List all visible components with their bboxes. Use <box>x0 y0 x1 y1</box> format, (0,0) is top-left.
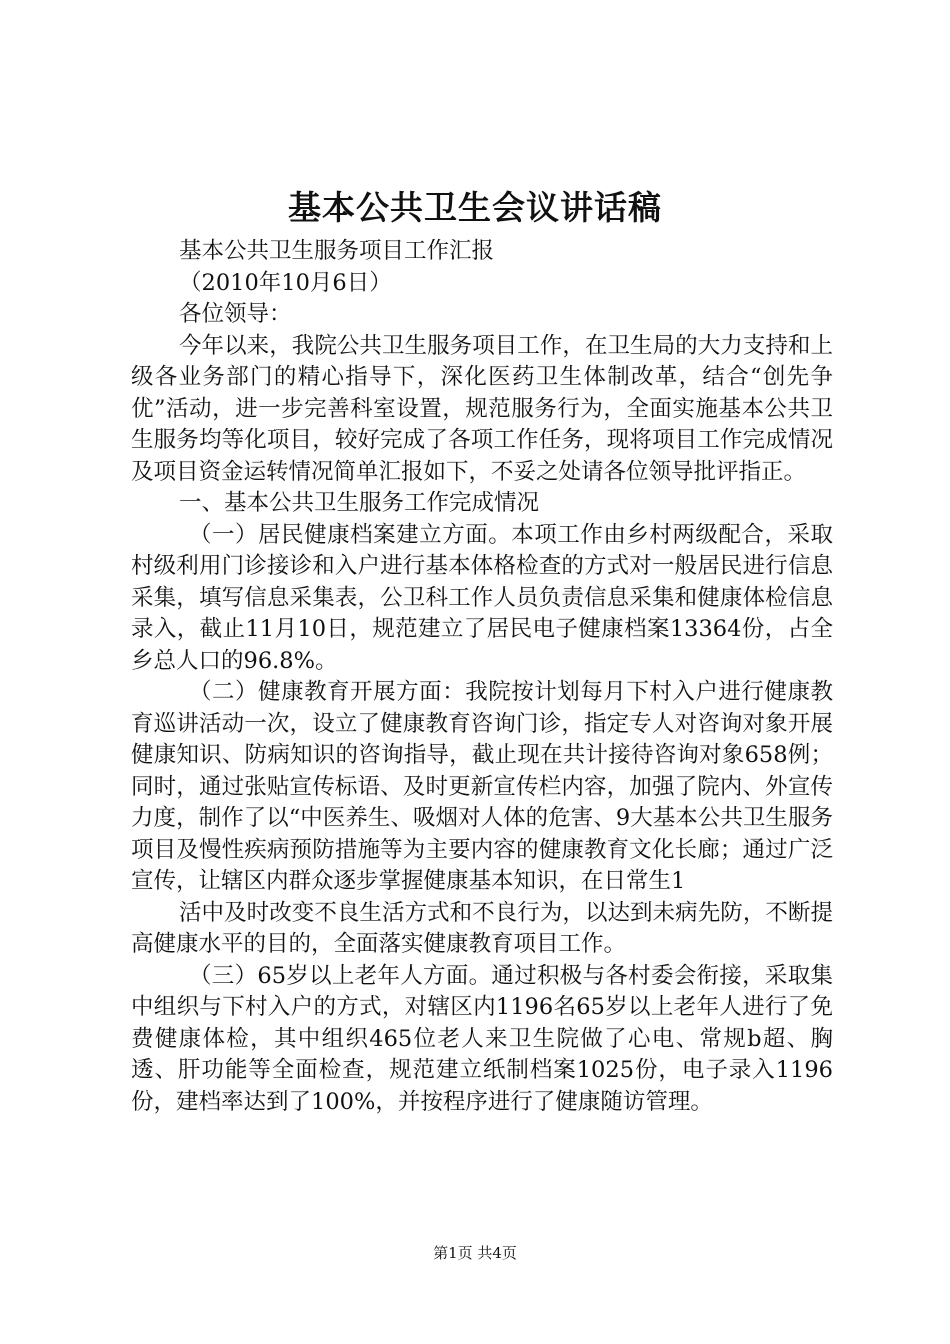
report-subtitle: 基本公共卫生服务项目工作汇报 <box>179 238 495 264</box>
paragraph-health-education-continued: 活中及时改变不良生活方式和不良行为，以达到未病先防，不断提高健康水平的目的，全面落实健康教育项目工作。 <box>131 899 833 957</box>
document-body <box>131 236 833 1118</box>
salutation: 各位领导： <box>179 301 292 327</box>
document-title: 基本公共卫生会议讲话稿 <box>288 188 662 227</box>
intro-paragraph: 今年以来，我院公共卫生服务项目工作，在卫生局的大力支持和上级各业务部门的精心指导下，深化医药卫生体制改革，结合“创先争优”活动，进一步完善科室设置，规范服务行为，全面实施基本公共卫生服务均等化项目，较好完成了各项工作任务，现将项目工作完成情况及项目资金运转情况简单汇报如下，不妥之处请各位领导批评指正。 <box>131 332 833 485</box>
paragraph-health-education: （二）健康教育开展方面：我院按计划每月下村入户进行健康教育巡讲活动一次，设立了健康教育咨询门诊，指定专人对咨询对象开展健康知识、防病知识的咨询指导，截止现在共计接待咨询对象658例；同时，通过张贴宣传标语、及时更新宣传栏内容，加强了院内、外宣传力度，制作了以“中医养生、吸烟对人体的危害、9大基本公共卫生服务项目及慢性疾病预防措施等为主要内容的健康教育文化长廊；通过广泛宣传，让辖区内群众逐步掌握健康基本知识，在日常生1 <box>131 679 833 894</box>
section-heading-1: 一、基本公共卫生服务工作完成情况 <box>179 490 540 516</box>
page-footer: 第1页 共4页 <box>433 1244 517 1262</box>
report-date: （2010年10月6日） <box>179 269 392 296</box>
paragraph-health-records: （一）居民健康档案建立方面。本项工作由乡村两级配合，采取村级利用门诊接诊和入户进行基本体格检查的方式对一般居民进行信息采集，填写信息采集表，公卫科工作人员负责信息采集和健康体检信息录入，截止11月10日，规范建立了居民电子健康档案13364份，占全乡总人口的96.8%。 <box>131 521 833 674</box>
paragraph-elderly: （三）65岁以上老年人方面。通过积极与各村委会衔接，采取集中组织与下村入户的方式，对辖区内1196名65岁以上老年人进行了免费健康体检，其中组织465位老人来卫生院做了心电、常规b超、胸透、肝功能等全面检查，规范建立纸制档案1025份，电子录入1196份，建档率达到了100%，并按程序进行了健康随访管理。 <box>131 962 833 1115</box>
